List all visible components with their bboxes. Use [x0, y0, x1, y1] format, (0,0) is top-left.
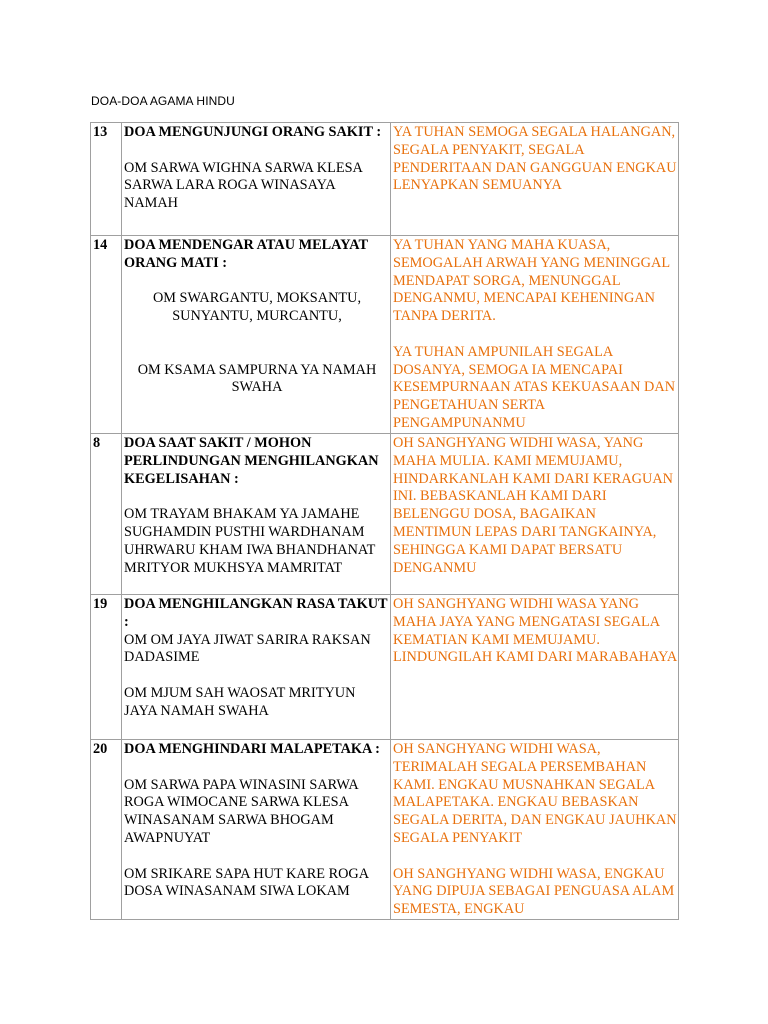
meaning-text: YA TUHAN AMPUNILAH SEGALA DOSANYA, SEMOGA IA MENCAPAI KESEMPURNAAN ATAS KEKUASAAN DAN PENGETAHUAN SERTA PENGAMPUNANMU: [393, 343, 676, 431]
prayer-number: 13: [91, 123, 122, 236]
table-row: [91, 740, 679, 920]
prayer-heading: DOA MENGHILANGKAN RASA TAKUT :: [124, 596, 388, 630]
prayer-meaning-cell: [391, 236, 679, 434]
prayer-table: [90, 122, 679, 920]
prayer-meaning-cell: [391, 595, 679, 740]
mantra-text: OM MJUM SAH WAOSAT MRITYUN JAYA NAMAH SWAHA: [124, 684, 356, 719]
prayer-number: 14: [91, 236, 122, 434]
prayer-text-cell: [122, 123, 391, 236]
mantra-text: OM OM JAYA JIWAT SARIRA RAKSAN DADASIME: [124, 631, 371, 666]
mantra-text: OM SARWA PAPA WINASINI SARWA ROGA WIMOCANE SARWA KLESA WINASANAM SARWA BHOGAM AWAPNUYAT: [124, 776, 358, 846]
mantra-text: OM KSAMA SAMPURNA YA NAMAH SWAHA: [137, 361, 377, 396]
prayer-heading: DOA MENGUNJUNGI ORANG SAKIT :: [124, 124, 382, 140]
prayer-heading: DOA SAAT SAKIT / MOHON PERLINDUNGAN MENGHILANGKAN KEGELISAHAN :: [124, 435, 379, 487]
prayer-heading: DOA MENDENGAR ATAU MELAYAT ORANG MATI :: [124, 237, 368, 271]
prayer-text-cell: [122, 236, 391, 434]
mantra-text: OM SWARGANTU, MOKSANTU, SUNYANTU, MURCANTU,: [152, 290, 362, 325]
prayer-meaning-cell: [391, 434, 679, 595]
document-title: DOA-DOA AGAMA HINDU: [91, 94, 235, 108]
prayer-meaning-cell: [391, 740, 679, 920]
table-row: [91, 123, 679, 236]
mantra-text: OM TRAYAM BHAKAM YA JAMAHE SUGHAMDIN PUSTHI WARDHANAM UHRWARU KHAM IWA BHANDHANAT MRITYOR MUKHSYA MAMRITAT: [124, 506, 376, 576]
mantra-text: OM SARWA WIGHNA SARWA KLESA SARWA LARA ROGA WINASAYA NAMAH: [124, 159, 363, 212]
prayer-text-cell: [122, 595, 391, 740]
prayer-number: 8: [91, 434, 122, 595]
prayer-number: 19: [91, 595, 122, 740]
meaning-text: YA TUHAN YANG MAHA KUASA, SEMOGALAH ARWAH YANG MENINGGAL MENDAPAT SORGA, MENUNGGAL DENGANMU, MENCAPAI KEHENINGAN TANPA DERITA.: [393, 237, 670, 325]
prayer-text-cell: [122, 434, 391, 595]
meaning-text: OH SANGHYANG WIDHI WASA YANG MAHA JAYA YANG MENGATASI SEGALA KEMATIAN KAMI MEMUJAMU. LINDUNGILAH KAMI DARI MARABAHAYA: [393, 596, 678, 666]
prayer-number: 20: [91, 740, 122, 920]
prayer-text-cell: [122, 740, 391, 920]
table-row: [91, 434, 679, 595]
mantra-text: OM SRIKARE SAPA HUT KARE ROGA DOSA WINASANAM SIWA LOKAM: [124, 865, 369, 900]
meaning-text: YA TUHAN SEMOGA SEGALA HALANGAN, SEGALA PENYAKIT, SEGALA PENDERITAAN DAN GANGGUAN ENGKAU LENYAPKAN SEMUANYA: [393, 124, 677, 194]
meaning-text: OH SANGHYANG WIDHI WASA, ENGKAU YANG DIPUJA SEBAGAI PENGUASA ALAM SEMESTA, ENGKAU: [393, 865, 675, 918]
prayer-heading: DOA MENGHINDARI MALAPETAKA :: [124, 741, 380, 757]
meaning-text: OH SANGHYANG WIDHI WASA, TERIMALAH SEGALA PERSEMBAHAN KAMI. ENGKAU MUSNAHKAN SEGALA MALAPETAKA. ENGKAU BEBASKAN SEGALA DERITA, DAN ENGKAU JAUHKAN SEGALA PENYAKIT: [393, 741, 677, 846]
table-row: [91, 236, 679, 434]
table-row: [91, 595, 679, 740]
meaning-text: OH SANGHYANG WIDHI WASA, YANG MAHA MULIA. KAMI MEMUJAMU, HINDARKANLAH KAMI DARI KERAGUAN INI. BEBASKANLAH KAMI DARI BELENGGU DOSA, BAGAIKAN MENTIMUN LEPAS DARI TANGKAINYA, SEHINGGA KAMI DAPAT BERSATU DENGANMU: [393, 435, 673, 576]
prayer-meaning-cell: [391, 123, 679, 236]
